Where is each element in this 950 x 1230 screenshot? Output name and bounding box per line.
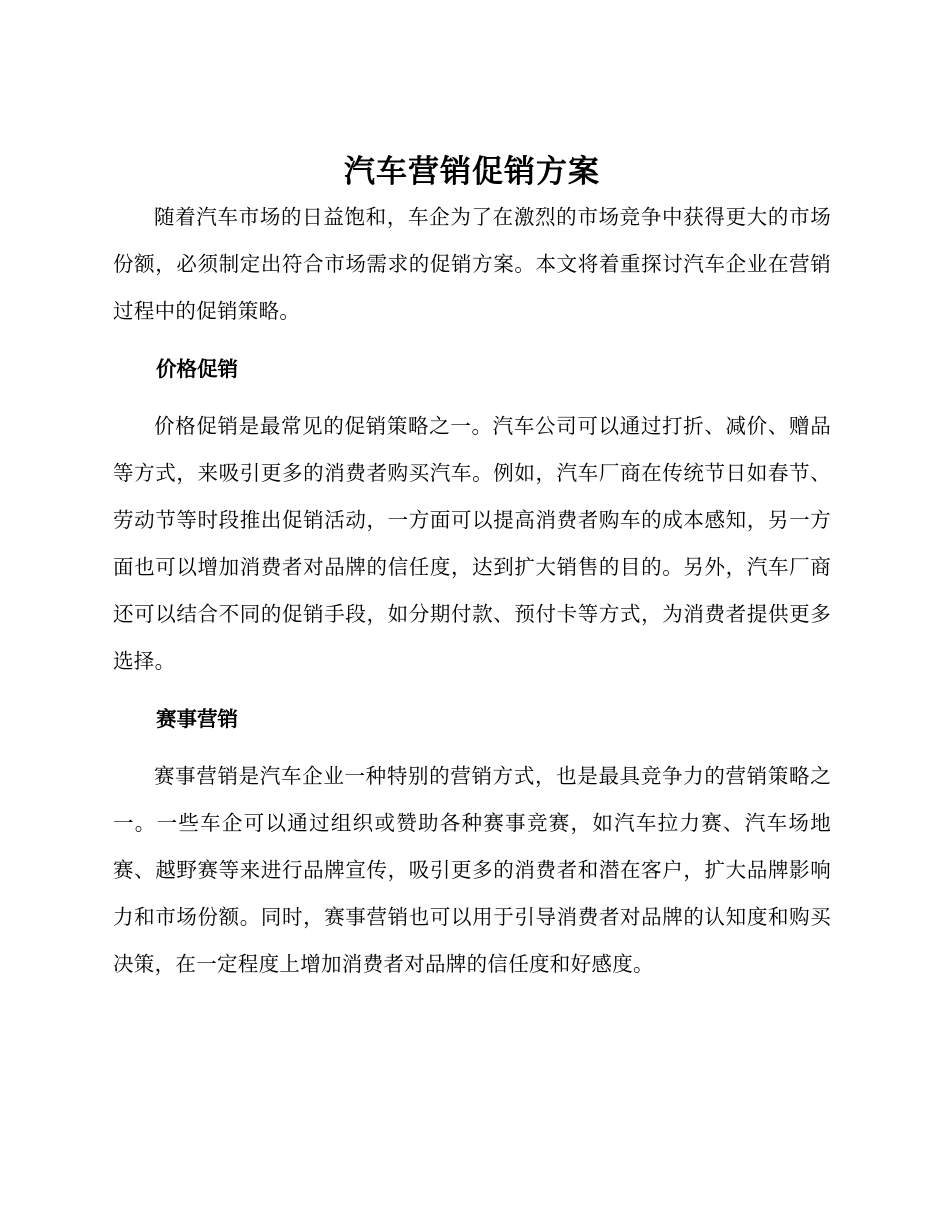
section-heading-event-marketing: 赛事营销 — [156, 707, 238, 731]
document-body — [113, 150, 831, 988]
section-body-price-promotion: 价格促销是最常见的促销策略之一。汽车公司可以通过打折、减价、赠品等方式，来吸引更多的消费者购买汽车。例如，汽车厂商在传统节日如春节、劳动节等时段推出促销活动，一方面可以提高消费者购车的成本感知，另一方面也可以增加消费者对品牌的信任度，达到扩大销售的目的。另外，汽车厂商还可以结合不同的促销手段，如分期付款、预付卡等方式，为消费者提供更多选择。 — [113, 414, 831, 673]
section-heading-price-promotion: 价格促销 — [156, 357, 238, 381]
intro-paragraph: 随着汽车市场的日益饱和，车企为了在激烈的市场竞争中获得更大的市场份额，必须制定出符合市场需求的促销方案。本文将着重探讨汽车企业在营销过程中的促销策略。 — [113, 205, 831, 323]
document-title: 汽车营销促销方案 — [344, 154, 600, 190]
section-body-event-marketing: 赛事营销是汽车企业一种特别的营销方式，也是最具竞争力的营销策略之一。一些车企可以通过组织或赞助各种赛事竞赛，如汽车拉力赛、汽车场地赛、越野赛等来进行品牌宣传，吸引更多的消费者和潜在客户，扩大品牌影响力和市场份额。同时，赛事营销也可以用于引导消费者对品牌的认知度和购买决策，在一定程度上增加消费者对品牌的信任度和好感度。 — [113, 764, 831, 976]
